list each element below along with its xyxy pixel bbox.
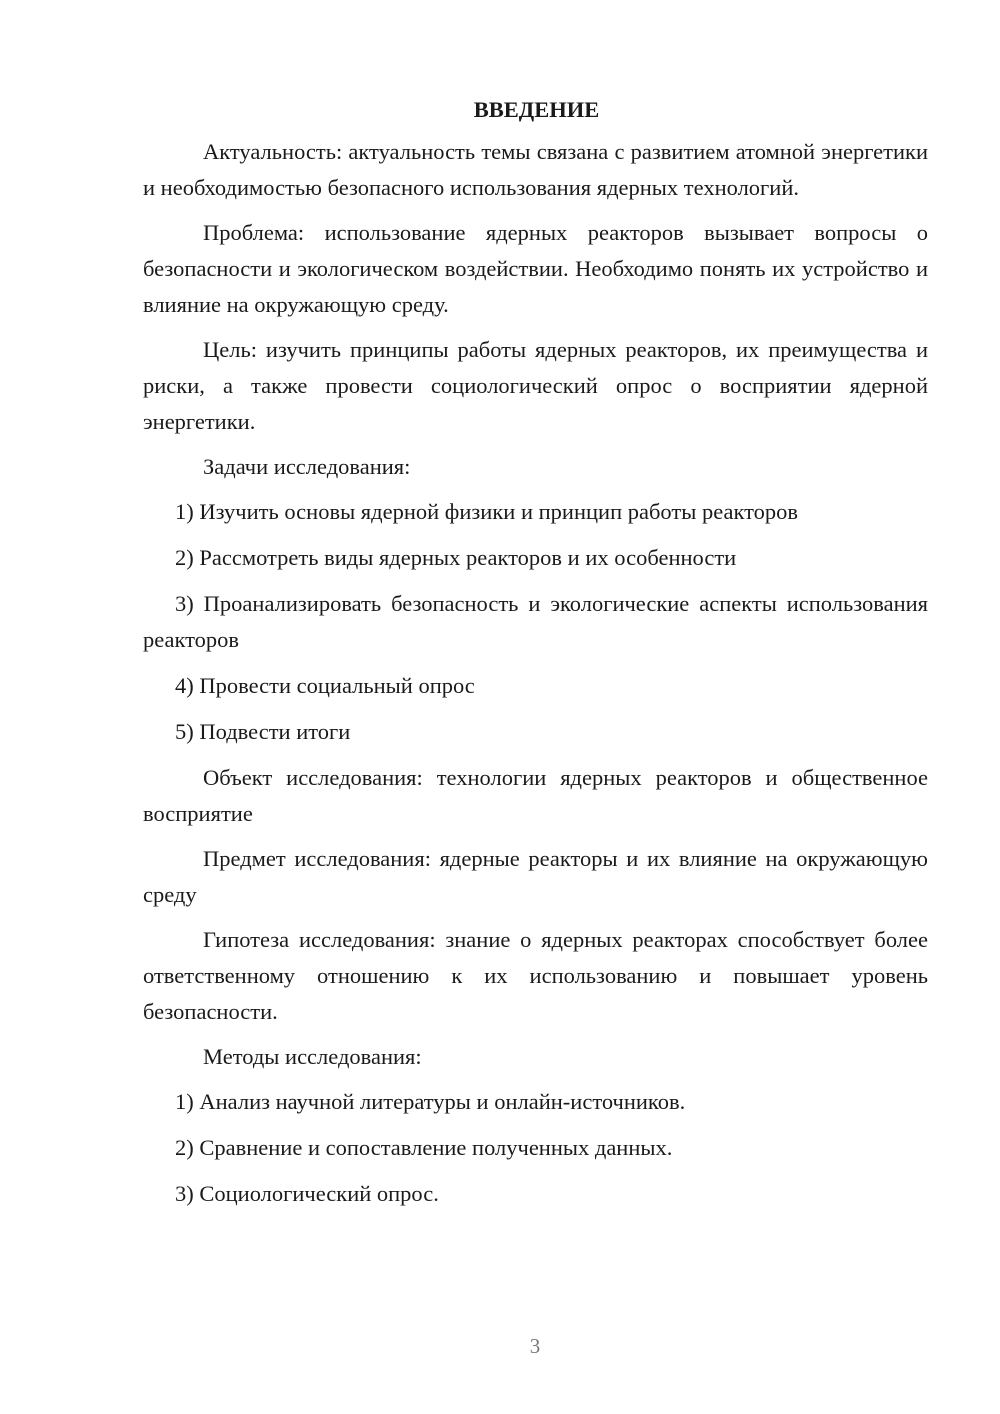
method-item: 2) Сравнение и сопоставление полученных данных.	[175, 1135, 673, 1160]
object-paragraph: Объект исследования: технологии ядерных реакторов и общественное восприятие	[143, 765, 928, 826]
tasks-heading: Задачи исследования:	[203, 454, 411, 479]
task-item: 3) Проанализировать безопасность и экологические аспекты использования реакторов	[143, 591, 928, 652]
goal-paragraph: Цель: изучить принципы работы ядерных реакторов, их преимущества и риски, а также провести социологический опрос о восприятии ядерной энергетики.	[143, 337, 928, 434]
document-title: ВВЕДЕНИЕ	[473, 97, 600, 122]
relevance-paragraph: Актуальность: актуальность темы связана с развитием атомной энергетики и необходимостью безопасного использования ядерных технологий.	[143, 139, 928, 200]
task-item: 2) Рассмотреть виды ядерных реакторов и их особенности	[175, 545, 737, 570]
document-page	[143, 92, 928, 1222]
task-item: 5) Подвести итоги	[175, 719, 351, 744]
methods-heading: Методы исследования:	[203, 1044, 422, 1069]
method-item: 1) Анализ научной литературы и онлайн-источников.	[175, 1089, 686, 1114]
problem-paragraph: Проблема: использование ядерных реакторов вызывает вопросы о безопасности и экологическом воздействии. Необходимо понять их устройство и влияние на окружающую среду.	[143, 220, 928, 317]
task-item: 1) Изучить основы ядерной физики и принцип работы реакторов	[175, 499, 798, 524]
task-item: 4) Провести социальный опрос	[175, 673, 475, 698]
subject-paragraph: Предмет исследования: ядерные реакторы и их влияние на окружающую среду	[143, 846, 928, 907]
hypothesis-paragraph: Гипотеза исследования: знание о ядерных реакторах способствует более ответственному отношению к их использованию и повышает уровень безопасности.	[143, 927, 928, 1024]
method-item: 3) Социологический опрос.	[175, 1181, 439, 1206]
page-number: 3	[529, 1334, 541, 1358]
